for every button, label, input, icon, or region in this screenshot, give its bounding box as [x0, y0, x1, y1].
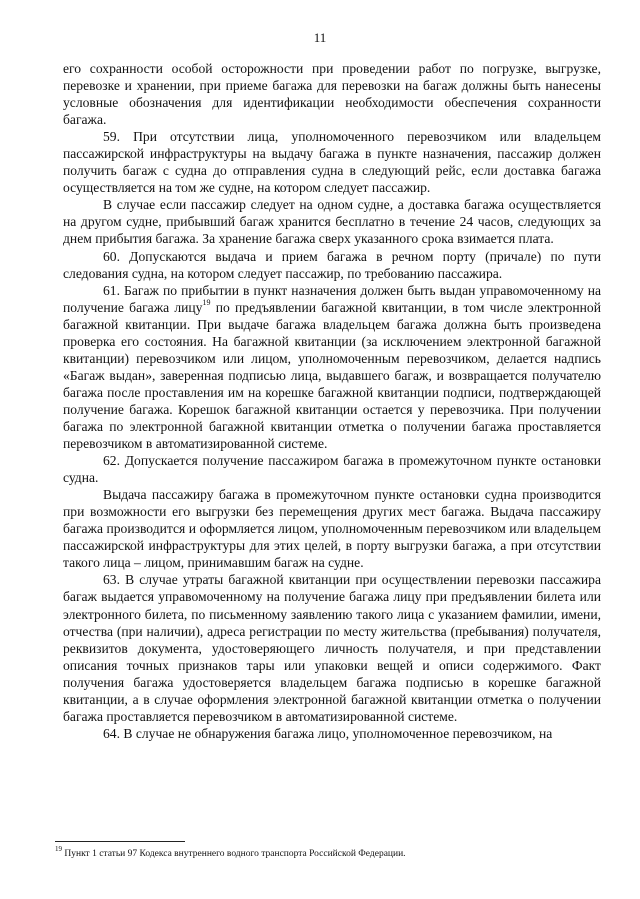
paragraph-64: 64. В случае не обнаружения багажа лицо, уполномоченное перевозчиком, на	[103, 725, 553, 741]
body-text	[63, 60, 601, 742]
paragraph-63: 63. В случае утраты багажной квитанции при осуществлении перевозки пассажира багаж выдается управомоченному на получение багажа лицу при предъявлении билета или электронного билета, по письменному заявлению такого лица с указанием фамилии, имени, отчества (при наличии), адреса регистрации по месту жительства (пребывания) получателя, реквизитов документа, удостоверяющего личность получателя, и при представлении описания точных признаков тары или упаковки вещей и описи содержимого. Факт получения багажа удостоверяется владельцем багажа подписью в корешке багажной квитанции, а в случае оформления электронной багажной квитанции отметка о получении багажа проставляется перевозчиком в автоматизированной системе.	[63, 572, 601, 724]
footnote-text: Пункт 1 статьи 97 Кодекса внутреннего водного транспорта Российской Федерации.	[62, 849, 406, 859]
paragraph-62: 62. Допускается получение пассажиром багажа в промежуточном пункте остановки судна.	[63, 453, 601, 486]
paragraph-62-second: Выдача пассажиру багажа в промежуточном пункте остановки судна производится при возможности его выгрузки без перемещения других мест багажа. Выдача пассажиру багажа производится и оформляется лицом, уполномоченным перевозчиком или владельцем пассажирской инфраструктуры для этих целей, в порту выгрузки багажа, а при отсутствии такого лица – лицом, принимавшим багаж на судне.	[63, 487, 601, 571]
footnote-number: 19	[55, 844, 62, 853]
paragraph-60: 60. Допускаются выдача и прием багажа в речном порту (причале) по пути следования судна, на котором следует пассажир, по требованию пассажира.	[63, 248, 601, 281]
footnote-reference: 19	[202, 298, 211, 308]
footnote-divider	[55, 841, 185, 842]
paragraph-61-text-before: 61. Багаж по прибытии в пункт назначения должен быть выдан управомоченному на получение багажа лицу	[63, 282, 601, 315]
paragraph-61	[63, 282, 601, 452]
paragraph-continuation: его сохранности особой осторожности при проведении работ по погрузке, выгрузке, перевозке и хранении, при приеме багажа для перевозки на багаж должны быть нанесены условные обозначения для идентификации необходимости обеспечения сохранности багажа.	[63, 61, 601, 128]
page-number: 11	[313, 30, 327, 45]
paragraph-61-text-after: по предъявлении багажной квитанции, в том числе электронной багажной квитанции. При выдаче багажа владельцем багажа должна быть произведена проверка его состояния. На багажной квитанции (за исключением электронной багажной квитанции) перевозчиком или лицом, уполномоченным перевозчиком, делается надпись «Багаж выдан», заверенная подписью лица, выдавшего багаж, и возвращается получателю багажа после проставления им на корешке багажной квитанции подписи, подтверждающей получение багажа. Корешок багажной квитанции остается у перевозчика. При получении багажа по электронной багажной квитанции отметка о получении багажа проставляется перевозчиком в автоматизированной системе.	[63, 299, 601, 452]
paragraph-59: 59. При отсутствии лица, уполномоченного перевозчиком или владельцем пассажирской инфраструктуры на выдачу багажа в пункте назначения, пассажир должен получить багаж с судна до отправления судна в следующий рейс, если доставка багажа осуществляется на том же судне, на котором следует пассажир.	[63, 129, 601, 196]
footnote	[55, 844, 615, 860]
paragraph-59-second: В случае если пассажир следует на одном судне, а доставка багажа осуществляется на другом судне, прибывший багаж хранится бесплатно в течение 24 часов, следующих за днем прибытия багажа. За хранение багажа сверх указанного срока взимается плата.	[63, 197, 601, 247]
